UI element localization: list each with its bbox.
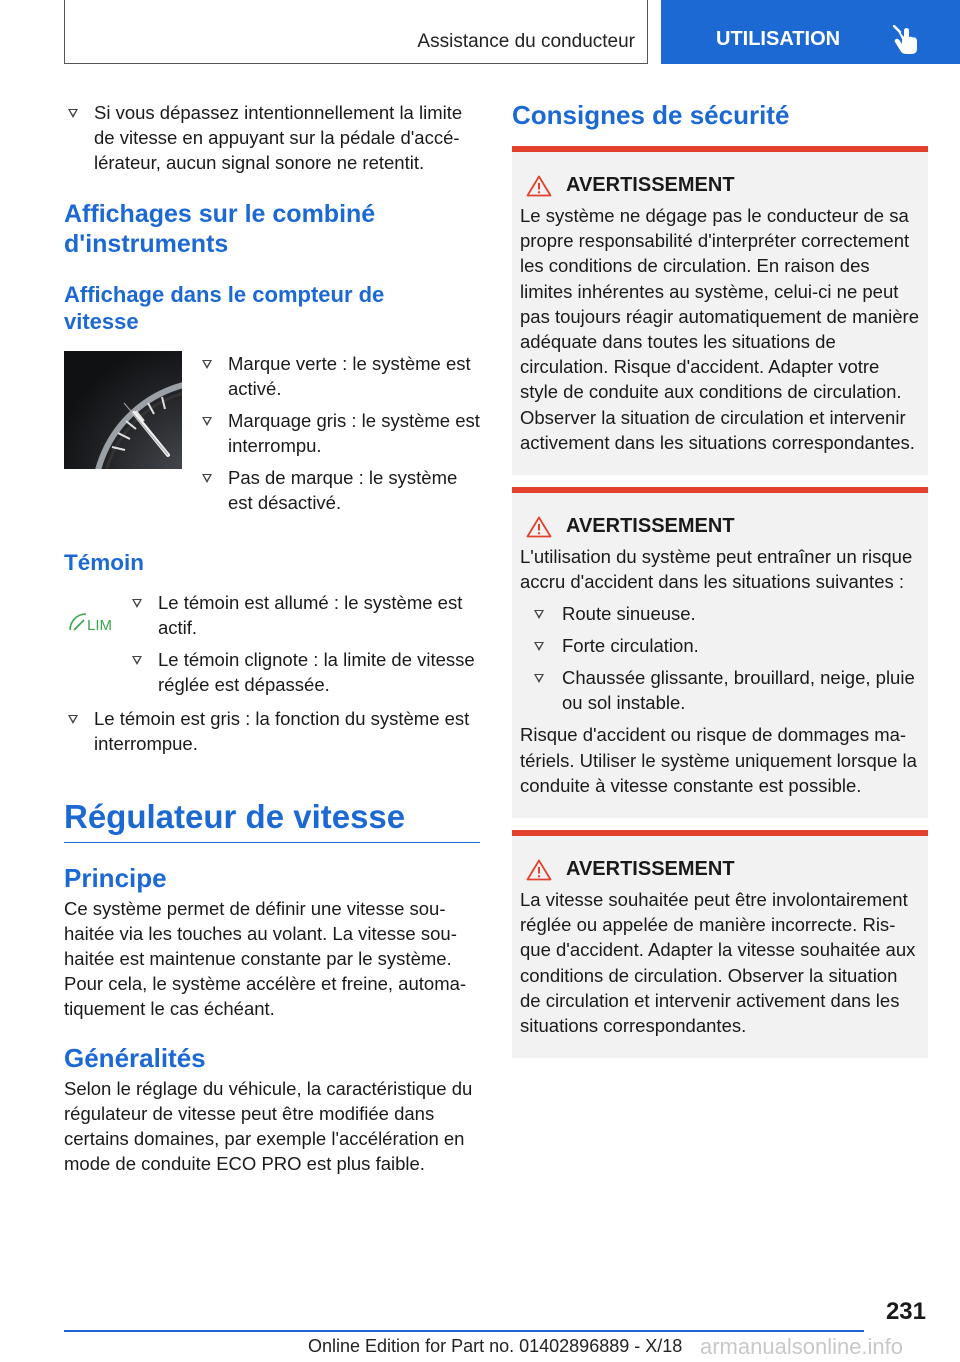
triangle-bullet-icon — [202, 474, 212, 483]
warning-label: AVERTISSEMENT — [566, 174, 735, 196]
list-item: Chaussée glissante, brouillard, neige, pluie ou sol instable. — [520, 665, 920, 715]
indicator-list — [128, 590, 480, 704]
speedometer-dial-icon — [64, 351, 182, 469]
triangle-bullet-icon — [68, 109, 78, 118]
list-item: Forte circulation. — [520, 633, 920, 658]
indicator-section — [64, 590, 480, 704]
heading-displays: Affichages sur le combiné d'instruments — [64, 200, 376, 258]
left-column — [64, 100, 480, 1176]
triangle-bullet-icon — [534, 674, 544, 683]
list-item: Route sinueuse. — [520, 601, 920, 626]
triangle-bullet-icon — [132, 599, 142, 608]
list-item: Le témoin est gris : la fonction du système est interrompue. — [64, 706, 494, 756]
heading-principle: Principe — [64, 863, 167, 893]
heading-safety: Consignes de sécurité — [512, 100, 790, 130]
list-item: Pas de marque : le système est désactivé. — [198, 465, 480, 515]
warning-label: AVERTISSEMENT — [566, 858, 735, 881]
list-item: Si vous dépassez intentionnellement la limite de vitesse en appuyant sur la pédale d'accélérateur, aucun signal sonore ne retentit. — [64, 100, 480, 175]
pointing-hand-icon — [893, 25, 919, 55]
list-item: Le témoin clignote : la limite de vitesse réglée est dépassée. — [128, 647, 480, 697]
list-item: Marquage gris : le système est interrompu. — [198, 408, 480, 458]
heading-general: Généralités — [64, 1043, 206, 1073]
general-text: Selon le réglage du véhicule, la caractéristique du régulateur de vitesse peut être modifiée dans certains domaines, par exemple l'accélération en mode de conduite ECO PRO est plus faible. — [64, 1078, 473, 1174]
speedometer-list — [198, 351, 480, 522]
heading-cruise-control: Régulateur de vitesse — [64, 798, 480, 843]
header-chapter-title: UTILISATION — [716, 28, 841, 50]
lim-speedometer-icon — [64, 598, 124, 638]
speedometer-section — [64, 351, 480, 522]
header-section-box — [64, 0, 648, 64]
warning-triangle-icon — [526, 175, 552, 197]
header-chapter-tab[interactable] — [661, 0, 960, 64]
watermark: armanualsonline.info — [700, 1334, 904, 1359]
warning-box — [512, 487, 928, 818]
footer-divider — [64, 1330, 864, 1332]
heading-indicator: Témoin — [64, 550, 145, 575]
triangle-bullet-icon — [534, 610, 544, 619]
warning-box — [512, 830, 928, 1058]
warning-text: Risque d'accident ou risque de dommages matériels. Utiliser le système uniquement lorsque la conduite à vitesse constante est possible. — [520, 724, 917, 796]
header-section-title: Assistance du conducteur — [417, 31, 635, 52]
warning-label: AVERTISSEMENT — [566, 515, 735, 538]
triangle-bullet-icon — [202, 360, 212, 369]
list-item: Marque verte : le système est activé. — [198, 351, 480, 401]
warning-title — [520, 858, 920, 881]
warning-text: La vitesse souhaitée peut être involontairement réglée ou appelée de manière incorrecte. Risque d'accident. Adapter la vitesse souhaitée aux conditions de circulation. Observer la situation de circulation et intervenir activement dans les situations correspondantes. — [520, 889, 916, 1037]
lim-label: LIM — [87, 617, 113, 634]
triangle-bullet-icon — [534, 642, 544, 651]
list-item: Le témoin est allumé : le système est actif. — [128, 590, 480, 640]
page-number: 231 — [885, 1298, 926, 1325]
right-column — [512, 100, 928, 1070]
principle-text: Ce système permet de définir une vitesse souhaitée via les touches au volant. La vitesse souhaitée est maintenue constante par le système. Pour cela, le système accélère et freine, automatiquement le cas échéant. — [64, 898, 467, 1019]
footer-edition: Online Edition for Part no. 01402896889 - X/18 — [308, 1336, 683, 1356]
lim-indicator — [64, 590, 128, 704]
warning-title — [520, 174, 920, 197]
triangle-bullet-icon — [202, 417, 212, 426]
warning-text: Le système ne dégage pas le conducteur de sa propre responsabilité d'interpréter correctement les conditions de circulation. En raison des limites inhérentes au système, celui-ci ne peut pas toujours réagir automatiquement de manière adéquate dans toutes les situations de circulation. Risque d'accident. Adapter votre style de conduite aux conditions de circulation. Observer la situation de circulation et intervenir activement dans les situations correspondantes. — [520, 205, 920, 453]
warning-triangle-icon — [526, 516, 552, 538]
warning-box — [512, 146, 928, 475]
speedometer-image — [64, 351, 182, 469]
warning-title — [520, 515, 920, 538]
heading-speedometer: Affichage dans le compteur de vitesse — [64, 282, 385, 334]
triangle-bullet-icon — [68, 715, 78, 724]
warning-triangle-icon — [526, 859, 552, 881]
warning-text: L'utilisation du système peut entraîner un risque accru d'accident dans les situations suivantes : — [520, 546, 913, 593]
triangle-bullet-icon — [132, 656, 142, 665]
